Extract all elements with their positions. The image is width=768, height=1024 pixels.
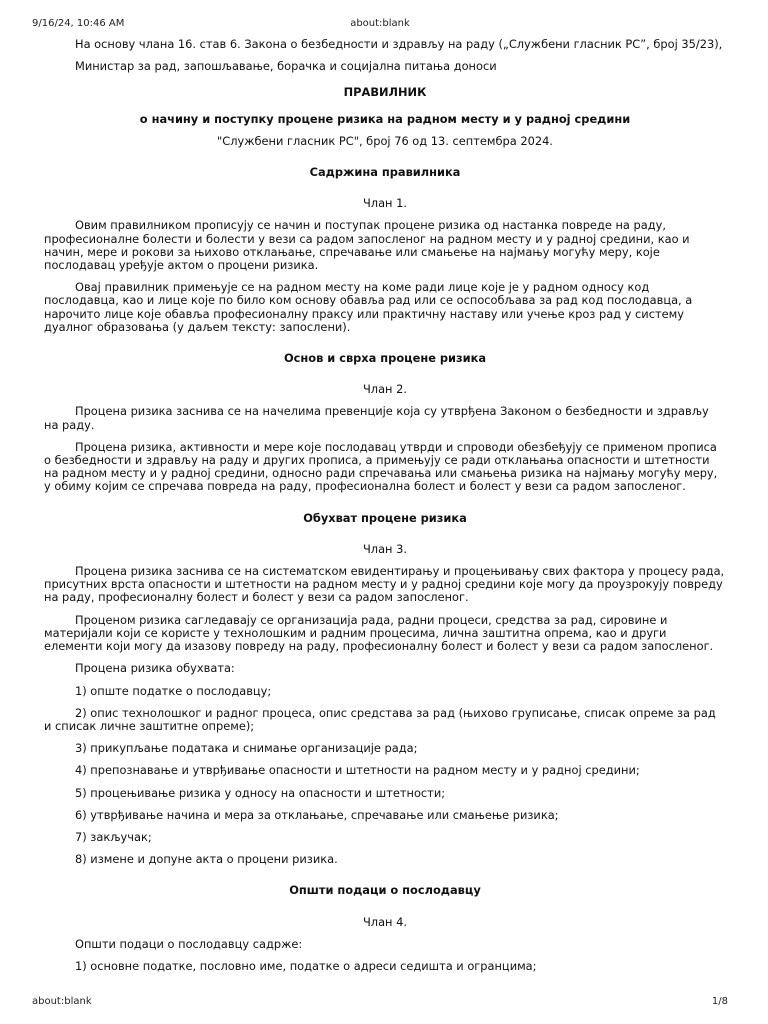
list-item: 3) прикупљање података и снимање организације рада; bbox=[75, 741, 418, 756]
print-header-url: about:blank bbox=[350, 18, 410, 29]
print-footer-url: about:blank bbox=[32, 996, 92, 1007]
print-header bbox=[32, 18, 728, 32]
section-heading-basis: Основ и сврха процене ризика bbox=[283, 351, 487, 366]
section-heading-scope: Обухват процене ризика bbox=[303, 510, 467, 525]
section-heading-employer-data: Општи подаци о послодавцу bbox=[289, 883, 481, 898]
gazette-reference: "Службени гласник РС", број 76 од 13. септембра 2024. bbox=[217, 133, 553, 148]
list-item: 6) утврђивање начина и мера за отклањање, спречавање или смањење ризика; bbox=[75, 807, 559, 822]
list-item: 5) процењивање ризика у односу на опасности и штетности; bbox=[75, 785, 446, 800]
article-2-paragraph-1: Процена ризика заснива се на начелима превенције која су утврђена Законом о безбедности и здрављу на раду. bbox=[44, 404, 709, 432]
list-item: 1) основне податке, пословно име, податке о адреси седишта и огранцима; bbox=[75, 958, 537, 973]
preamble-issuer: Министар за рад, запошљавање, борачка и социјална питања доноси bbox=[75, 59, 497, 74]
article-1-paragraph-2: Овај правилник примењује се на радном месту на коме ради лице које је у радном односу код послодавца, као и лице које по било ком основу обавља рад или се оспособљава за рад код послодавца, а нарочито лице које обавља професионалну праксу или практичну наставу или учење кроз рад у систему дуалног образовања (у даљем тексту: запослени). bbox=[44, 280, 693, 334]
list-item: 8) измене и допуне акта о процени ризика. bbox=[75, 852, 338, 867]
article-2-paragraph-2: Процена ризика, активности и мере које послодавац утврди и спроводи обезбеђују се применом прописа о безбедности и здрављу на раду и других прописа, а примењују се ради отклањања опасности и штетности на радном месту и у радној средини, односно ради спречавања или смањења ризика на најмању могућу меру, у обиму којим се спречава повреда на раду, професионална болест и болест у вези са радом запосленог. bbox=[44, 439, 718, 494]
article-3-paragraph-2: Проценом ризика сагледавају се организација рада, радни процеси, средства за рад, сировине и материјали који се користе у технолошким и радним процесима, лична заштитна опрема, као и други елементи који могу да изазову повреду на раду, професионалну болест и болест у вези са радом запосленог. bbox=[44, 612, 714, 654]
article-3-paragraph-1: Процена ризика заснива се на систематском евидентирању и процењивању свих фактора у процесу рада, присутних врста опасности и штетности на радном месту и у радној средини које могу да проузрокују повреду на раду, професионалну болест и болест у вези са радом запосленог. bbox=[44, 564, 725, 605]
document-subtitle: о начину и поступку процене ризика на радном месту и у радној средини bbox=[139, 111, 631, 126]
article-3-paragraph-3: Процена ризика обухвата: bbox=[75, 661, 235, 676]
list-item: 1) опште податке о послодавцу; bbox=[75, 683, 272, 698]
print-footer bbox=[32, 996, 728, 1010]
article-label-2: Члан 2. bbox=[362, 382, 407, 397]
article-1-paragraph-1: Овим правилником прописују се начин и поступак процене ризика од настанка повреде на раду, професионалне болести и болести у вези са радом запосленог на радном месту и у радној средини, као и начин, мере и рокови за њихово отклањање, спречавање или смањење на најмању могућу меру, које послодавац уређује актом о процени ризика. bbox=[44, 218, 690, 273]
list-item: 4) препознавање и утврђивање опасности и штетности на радном месту и у радној средини; bbox=[75, 763, 640, 778]
section-heading-content: Садржина правилника bbox=[309, 165, 461, 180]
article-label-4: Члан 4. bbox=[362, 914, 407, 929]
article-label-3: Члан 3. bbox=[362, 541, 407, 556]
document-body bbox=[44, 38, 726, 982]
document-title: ПРАВИЛНИК bbox=[343, 85, 427, 100]
article-label-1: Члан 1. bbox=[362, 196, 407, 211]
list-item: 7) закључак; bbox=[75, 829, 152, 844]
page-number: 1/8 bbox=[711, 996, 728, 1007]
print-datetime: 9/16/24, 10:46 AM bbox=[32, 18, 125, 29]
list-item: 2) опис технолошког и радног процеса, опис средстава за рад (њихово груписање, списак опреме за рад и списак личне заштитне опреме); bbox=[44, 705, 716, 733]
article-4-paragraph-1: Општи подаци о послодавцу садрже: bbox=[75, 936, 303, 951]
preamble-legal-basis: На основу члана 16. став 6. Закона о безбедности и здрављу на раду („Службени гласник РС”, број 35/23), bbox=[75, 37, 723, 51]
